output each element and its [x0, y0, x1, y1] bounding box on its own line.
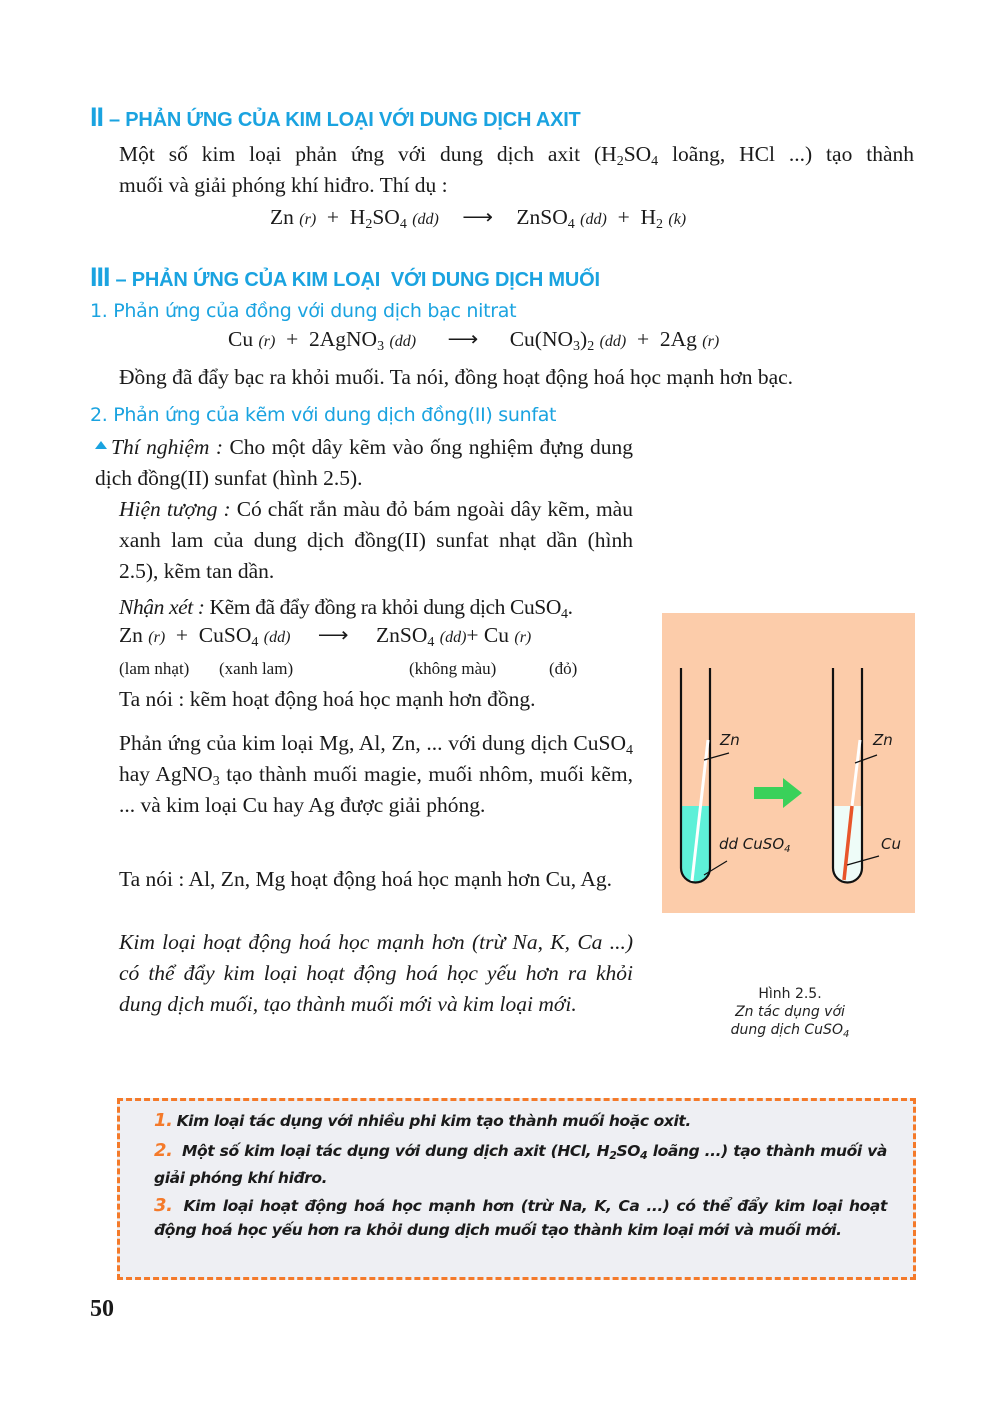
text-span: Một số kim loại phản ứng với dung dịch axit (H	[119, 142, 617, 166]
summary-text: Một số kim loại tác dụng với dung dịch axit (HCl, H	[176, 1142, 610, 1160]
section-2-heading	[90, 102, 581, 133]
product: ZnSO	[375, 623, 428, 647]
color-note: (đỏ)	[549, 659, 578, 678]
reactant: Cu	[228, 327, 254, 351]
caption-line	[700, 1021, 880, 1039]
text-span: hay AgNO	[119, 762, 213, 786]
label-zn-left: Zn	[720, 731, 740, 749]
phenomenon-text: Có chất rắn màu đỏ bám ngoài dây kẽm, màu xanh lam của dung dịch đồng(II) sunfat nhạt dần (hình 2.5), kẽm tan dần.	[119, 497, 633, 583]
zn-cu-conclusion: Ta nói : kẽm hoạt động hoá học mạnh hơn đồng.	[119, 687, 536, 711]
section-2-paragraph	[119, 139, 914, 201]
summary-number: 2.	[154, 1140, 173, 1161]
state: (dd)	[599, 333, 627, 350]
state: (k)	[668, 211, 687, 228]
remark-text: Kẽm đã đẩy đồng ra khỏi dung dịch CuSO	[204, 595, 561, 619]
subscript: 3	[212, 774, 220, 789]
section-2-roman: II	[90, 102, 104, 132]
text-span: .	[567, 595, 573, 619]
reactant: H	[349, 205, 366, 229]
text-span: dd CuSO	[719, 835, 785, 853]
subscript: 3	[377, 339, 385, 354]
text-span: SO	[623, 142, 652, 166]
text-span: tạo thành muối magie, muối nhôm, muối kẽm, ... và kim loại Cu hay Ag được giải phóng.	[119, 762, 634, 817]
subscript: 2	[365, 217, 373, 232]
label-zn-right: Zn	[873, 731, 893, 749]
label-cu: Cu	[881, 835, 901, 853]
plus: +	[326, 205, 340, 229]
summary-text: Kim loại hoạt động hoá học mạnh hơn (trừ Na, K, Ca ...) có thể đẩy kim loại hoạt động hoá học yếu hơn ra khỏi dung dịch muối tạo thành kim loại mới và muối mới.	[154, 1197, 887, 1239]
subscript: 4	[427, 635, 435, 650]
reaction-arrow-icon	[754, 778, 802, 808]
subsection-2-heading: 2. Phản ứng của kẽm với dung dịch đồng(II) sunfat	[90, 404, 557, 426]
subscript: 2	[609, 1149, 617, 1162]
summary-text: Kim loại tác dụng với nhiều phi kim tạo thành muối hoặc oxit.	[176, 1112, 691, 1130]
triangle-bullet-icon	[95, 441, 107, 449]
product: ZnSO	[516, 205, 568, 229]
summary-item	[154, 1194, 887, 1242]
reaction-arrow: ⟶	[447, 327, 479, 351]
phenomenon-paragraph	[119, 494, 633, 587]
reactant: SO	[372, 205, 400, 229]
general-paragraph	[119, 728, 633, 821]
equation-zn-cuso4	[119, 623, 531, 648]
reaction-arrow: ⟶	[462, 205, 494, 229]
summary-item	[154, 1107, 887, 1135]
summary-number: 1.	[154, 1110, 173, 1131]
subscript: 4	[784, 844, 791, 855]
subsection-1-heading: 1. Phản ứng của đồng với dung dịch bạc nitrat	[90, 300, 517, 322]
subscript: 3	[573, 339, 581, 354]
summary-text: SO	[616, 1142, 641, 1160]
label-cuso4	[719, 835, 791, 855]
reactant: CuSO	[198, 623, 252, 647]
activity-rule: Kim loại hoạt động hoá học mạnh hơn (trừ Na, K, Ca ...) có thể đẩy kim loại hoạt động hoá học yếu hơn ra khỏi dung dịch muối, tạo thành muối mới và kim loại mới.	[119, 930, 633, 1016]
color-note: (không màu)	[409, 659, 497, 678]
zinc-wire-right	[852, 740, 860, 806]
state: (dd)	[412, 211, 439, 228]
text-span: dung dịch CuSO	[730, 1022, 843, 1038]
figure-2-5	[662, 613, 915, 913]
experiment-label: Thí nghiệm :	[111, 435, 224, 459]
color-note: (xanh lam)	[219, 659, 294, 678]
state: (dd)	[580, 211, 607, 228]
text-line: muối và giải phóng khí hiđro. Thí dụ :	[119, 173, 448, 197]
experiment-paragraph	[95, 432, 633, 494]
section-3-roman: III	[90, 262, 110, 292]
plus: +	[617, 205, 630, 229]
subscript: 4	[567, 217, 575, 232]
page-number: 50	[90, 1296, 114, 1322]
color-annotations	[119, 659, 599, 681]
section-3-heading	[90, 262, 600, 293]
state: (r)	[299, 211, 317, 228]
plus: +	[466, 623, 479, 647]
remark-label: Nhận xét :	[119, 595, 205, 619]
summary-item	[154, 1137, 887, 1192]
phenomenon-label: Hiện tượng :	[119, 497, 231, 521]
subscript: 4	[399, 217, 407, 232]
subscript: 2	[587, 339, 595, 354]
product: H	[640, 205, 656, 229]
subscript: 4	[560, 607, 568, 622]
plus: +	[286, 327, 299, 351]
remark-paragraph	[119, 592, 573, 623]
plus: +	[636, 327, 650, 351]
equation-cu-agno3	[228, 327, 719, 352]
product: Cu(NO	[509, 327, 574, 351]
text-span: loãng, HCl ...) tạo thành	[658, 142, 914, 166]
reactant: Zn	[119, 623, 143, 647]
equation-zn-h2so4	[270, 205, 686, 230]
figure-caption	[700, 985, 880, 1039]
subsection-1-conclusion: Đồng đã đẩy bạc ra khỏi muối. Ta nói, đồng hoạt động hoá học mạnh hơn bạc.	[119, 365, 794, 389]
caption-line: Zn tác dụng với	[735, 1004, 845, 1020]
general-conclusion: Ta nói : Al, Zn, Mg hoạt động hoá học mạnh hơn Cu, Ag.	[119, 867, 612, 891]
summary-text: loãng ...) tạo thành muối và giải phóng khí hiđro.	[154, 1142, 887, 1187]
state: (r)	[258, 333, 276, 350]
caption-title: Hình 2.5.	[758, 986, 822, 1002]
subscript: 4	[251, 635, 259, 650]
subscript: 2	[656, 217, 663, 232]
subscript: 2	[616, 154, 624, 169]
reactant: 2AgNO	[309, 327, 378, 351]
experiment-block	[95, 432, 633, 494]
subscript: 4	[640, 1149, 648, 1162]
state: (dd)	[439, 629, 467, 646]
reaction-arrow: ⟶	[317, 623, 349, 647]
color-note: (lam nhạt)	[119, 659, 190, 678]
subscript: 4	[651, 154, 659, 169]
product: )	[580, 327, 588, 351]
section-3-title: – PHẢN ỨNG CỦA KIM LOẠI VỚI DUNG DỊCH MUỐI	[115, 269, 600, 291]
state: (r)	[514, 629, 532, 646]
subscript: 4	[842, 1029, 850, 1040]
test-tubes-diagram	[662, 613, 915, 913]
experiment-text: Cho một dây kẽm vào ống nghiệm đựng dung dịch đồng(II) sunfat (hình 2.5).	[95, 435, 633, 490]
section-2-title: – PHẢN ỨNG CỦA KIM LOẠI VỚI DUNG DỊCH AXIT	[109, 109, 581, 131]
state: (r)	[148, 629, 166, 646]
summary-number: 3.	[154, 1195, 173, 1216]
state: (dd)	[389, 333, 417, 350]
plus: +	[175, 623, 189, 647]
text-span: Phản ứng của kim loại Mg, Al, Zn, ... với dung dịch CuSO	[119, 731, 626, 755]
product: Cu	[483, 623, 509, 647]
product: 2Ag	[659, 327, 697, 351]
subscript: 4	[626, 743, 633, 758]
summary-box	[117, 1098, 916, 1280]
state: (r)	[702, 333, 720, 350]
reactant: Zn	[270, 205, 294, 229]
state: (dd)	[263, 629, 291, 646]
